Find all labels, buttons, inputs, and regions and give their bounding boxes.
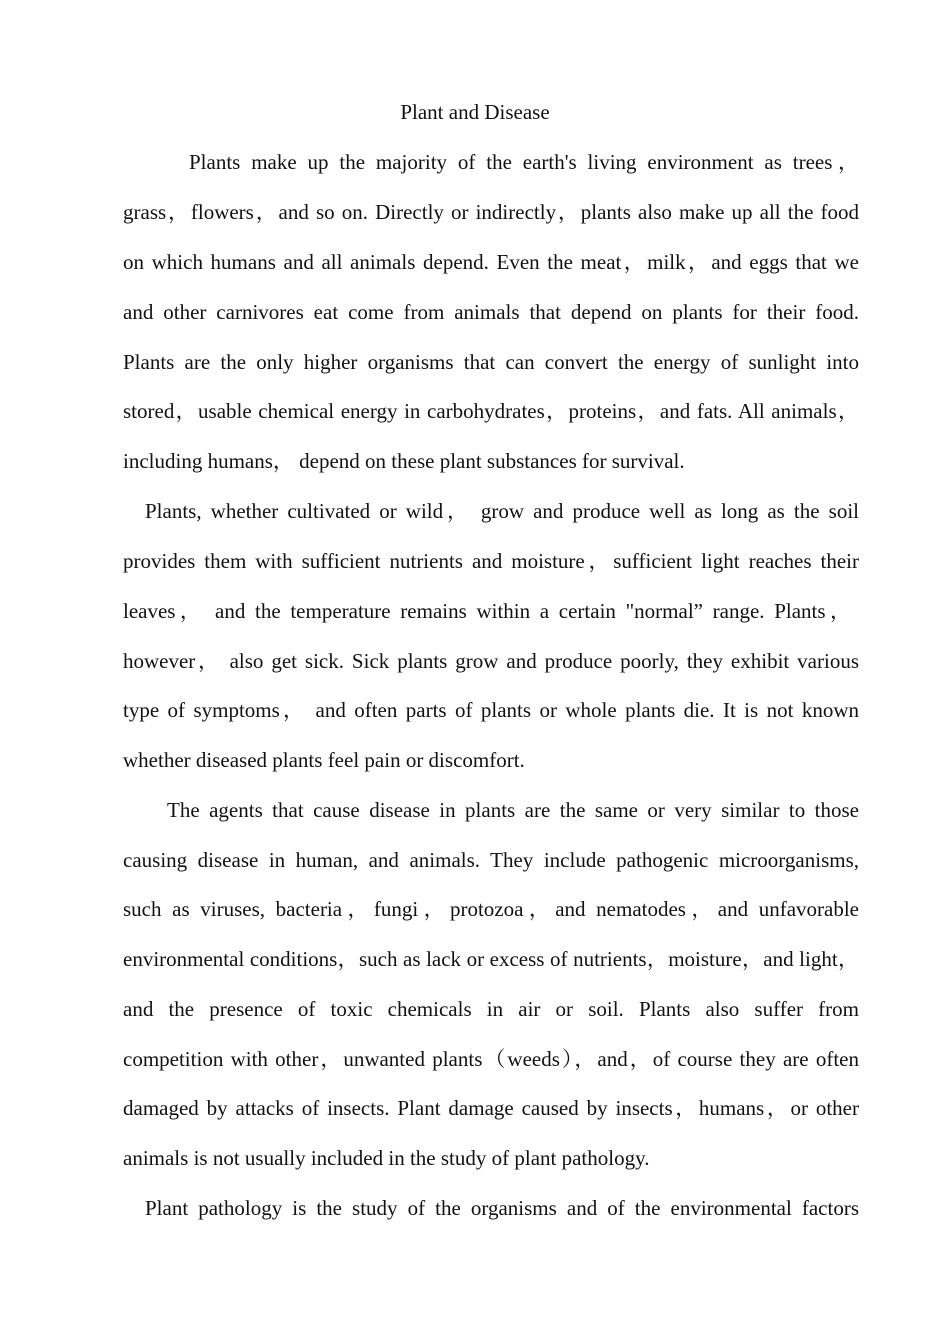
text-line: Plant pathology is the study of the organisms and of the environmental factors	[145, 1196, 859, 1220]
text-line: whether diseased plants feel pain or discomfort.	[123, 748, 525, 772]
text-line: leaves， and the temperature remains within a certain "normal” range. Plants，	[123, 599, 851, 623]
text-line: causing disease in human, and animals. They include pathogenic microorganisms,	[123, 848, 859, 872]
text-line: including humans， depend on these plant substances for survival.	[123, 449, 685, 473]
text-line: environmental conditions，such as lack or excess of nutrients，moisture，and light，	[123, 947, 859, 971]
text-line: The agents that cause disease in plants are the same or very similar to those	[167, 798, 859, 822]
text-line: on which humans and all animals depend. Even the meat，milk，and eggs that we	[123, 250, 859, 274]
text-line: grass，flowers，and so on. Directly or indirectly，plants also make up all the food	[123, 200, 859, 224]
text-line: stored，usable chemical energy in carbohydrates，proteins，and fats. All animals，	[123, 399, 859, 423]
document-title: Plant and Disease	[400, 100, 550, 124]
text-line: provides them with sufficient nutrients and moisture，sufficient light reaches their	[123, 549, 859, 573]
text-line: and other carnivores eat come from animals that depend on plants for their food.	[123, 300, 859, 324]
text-line: Plants are the only higher organisms that can convert the energy of sunlight into	[123, 350, 859, 374]
text-line: animals is not usually included in the study of plant pathology.	[123, 1146, 650, 1170]
text-line: Plants make up the majority of the earth's living environment as trees，	[189, 150, 859, 174]
text-line: and the presence of toxic chemicals in air or soil. Plants also suffer from	[123, 997, 859, 1021]
text-line: however， also get sick. Sick plants grow and produce poorly, they exhibit various	[123, 649, 859, 673]
text-line: type of symptoms， and often parts of plants or whole plants die. It is not known	[123, 698, 859, 722]
text-line: damaged by attacks of insects. Plant damage caused by insects，humans，or other	[123, 1096, 859, 1120]
text-line: such as viruses, bacteria，fungi，protozoa，and nematodes，and unfavorable	[123, 897, 859, 921]
text-line: Plants, whether cultivated or wild， grow and produce well as long as the soil	[145, 499, 859, 523]
text-line: competition with other，unwanted plants（weeds），and，of course they are often	[123, 1047, 859, 1071]
